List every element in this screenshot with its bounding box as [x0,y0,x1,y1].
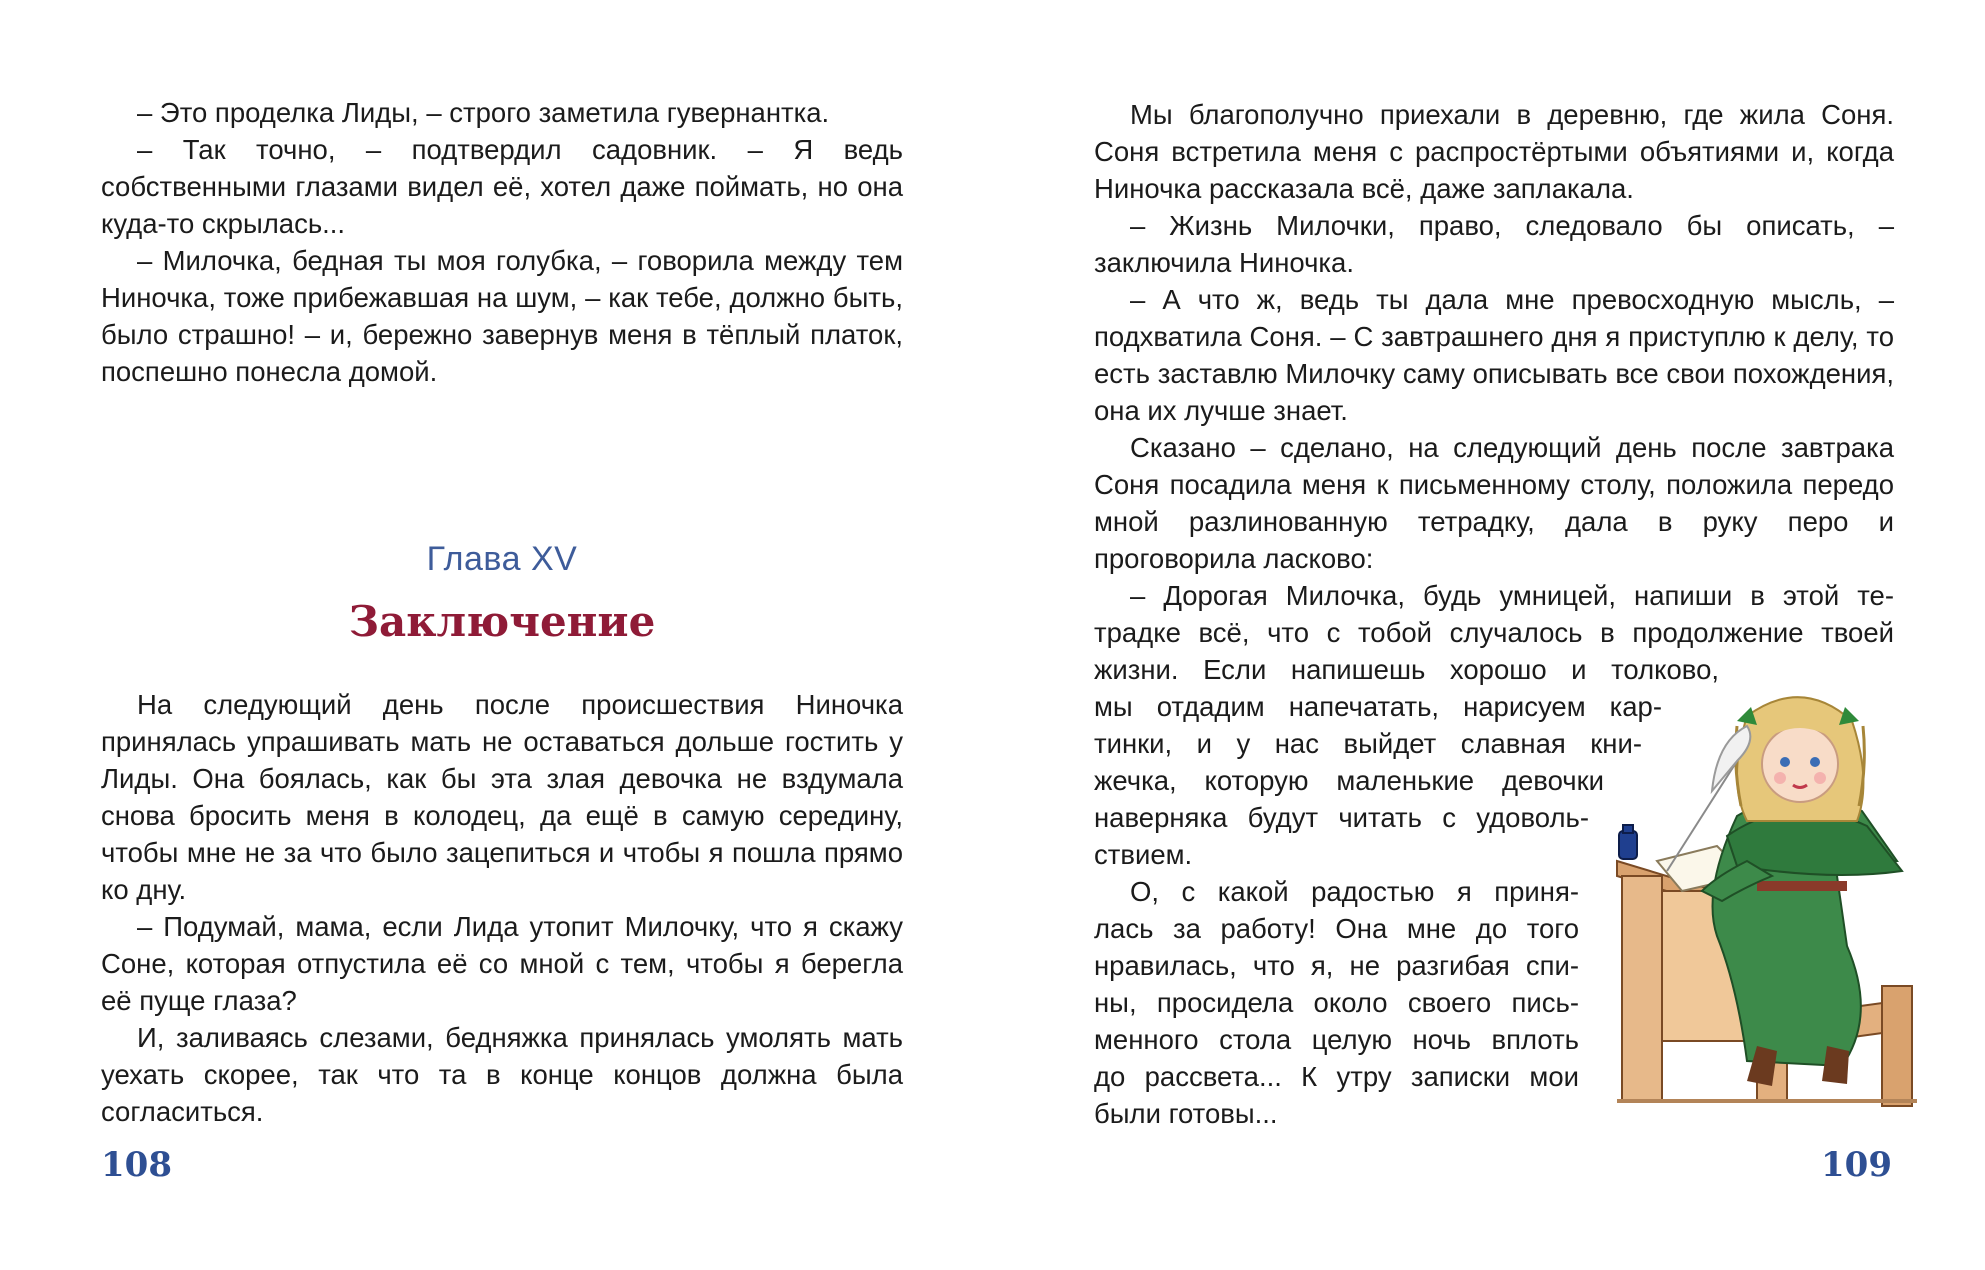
text-line: менного стола целую ночь вплоть [1094,1024,1579,1055]
text-line: жизни. Если напишешь хорошо и толково, [1094,654,1719,685]
doll-girl-writing-at-desk-icon [1597,686,1937,1126]
text-line: до рассвета... К утру записки мои [1094,1061,1579,1092]
text-line: были готовы... [1094,1098,1278,1129]
paragraph: – Это проделка Лиды, – строго заметила гувернантка. [137,97,830,128]
text-line: ны, просидела около своего пись- [1094,987,1579,1018]
text-line: лась за работу! Она мне до того [1094,913,1579,944]
inkwell-icon [1619,825,1637,859]
paragraph: – Жизнь Милочки, право, следовало бы описать, – заключила Ниночка. [1094,210,1894,278]
text-line: О, с какой радостью я приня- [1130,876,1579,907]
left-top-text [101,94,903,390]
dress [1702,797,1902,1086]
text-line: мы отдадим напечатать, нарисуем кар- [1094,691,1662,722]
chapter-title: Заключение [348,597,656,646]
paragraph: Мы благополучно приехали в деревню, где жила Соня. Соня встретила меня с распростёртыми объятиями и, когда Ниночка рассказала всё, даже заплакала. [1094,99,1894,204]
left-page [0,0,992,1270]
paragraph: – Милочка, бедная ты моя голубка, – говорила между тем Ниночка, тоже прибежавшая на шум, – как тебе, должно быть, было страшно! – и, бережно завернув меня в тёплый платок, поспешно понесла домой. [101,245,903,387]
text-line: наверняка будут читать с удоволь- [1094,802,1589,833]
page-number-left: 108 [101,1145,172,1185]
right-page [992,0,1985,1270]
text-line: тинки, и у нас выйдет славная кни- [1094,728,1642,759]
text-line: жечка, которую маленькие девочки [1094,765,1604,796]
text-line: традке всё, что с тобой случалось в продолжение твоей [1094,617,1894,648]
chapter-label: Глава XV [426,540,578,578]
page-number-right: 109 [1821,1145,1892,1185]
head [1736,697,1865,821]
text-line: – Дорогая Милочка, будь умницей, напиши в этой те- [1130,580,1894,611]
paragraph: Сказано – сделано, на следующий день после завтрака Соня посадила меня к письменному столу, положила передо мной разлинованную тетрадку, дала в руку перо и проговорила ласково: [1094,432,1894,574]
text-line: нравилась, что я, не разгибая спи- [1094,950,1579,981]
text-line: ствием. [1094,839,1193,870]
paragraph: – Так точно, – подтвердил садовник. – Я ведь собственными глазами видел её, хотел даже поймать, но она куда-то скрылась... [101,134,903,239]
paragraph: И, заливаясь слезами, бедняжка принялась умолять мать уехать скорее, так что та в конце концов должна была согласиться. [101,1022,903,1127]
paragraph: – Подумай, мама, если Лида утопит Милочку, что я скажу Соне, которая отпустила её со мной с тем, чтобы я берегла её пуще глаза? [101,911,903,1016]
left-bottom-text [101,686,903,1130]
paragraph: – А что ж, ведь ты дала мне превосходную мысль, – подхватила Соня. – С завтрашнего дня я приступлю к делу, то есть заставлю Милочку саму описывать все свои похождения, она их лучше знает. [1094,284,1894,426]
paragraph: На следующий день после происшествия Ниночка принялась упрашивать мать не оставаться дольше гостить у Лиды. Она боялась, как бы эта злая девочка не вздумала снова бросить меня в колодец, да ещё в самую середину, чтобы мне не за что было зацепиться и чтобы я пошла прямо ко дну. [101,689,903,905]
